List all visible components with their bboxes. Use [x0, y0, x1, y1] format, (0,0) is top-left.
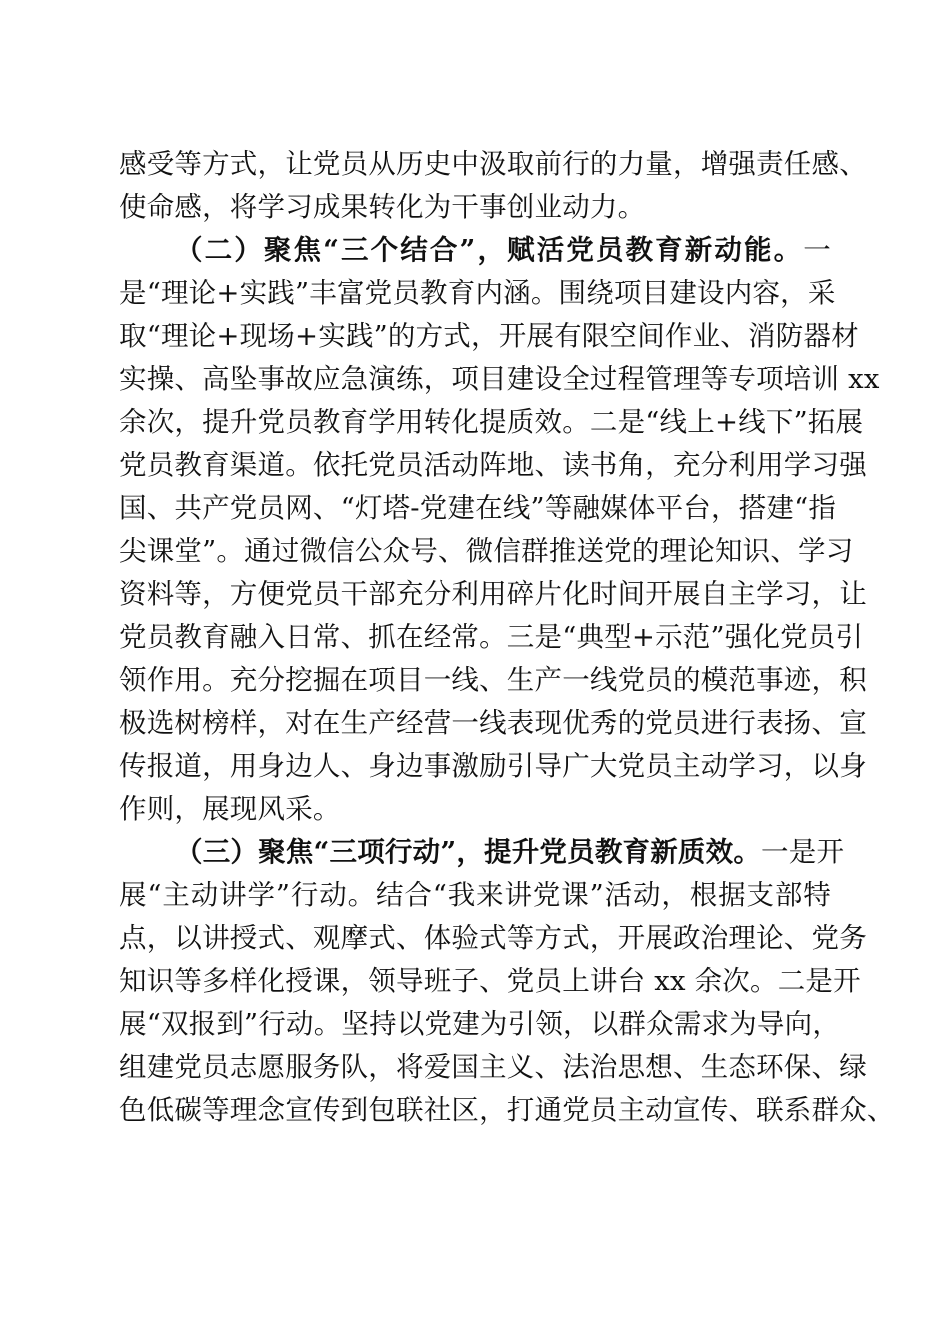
paragraph-line: 党员教育融入日常、抓在经常。三是“典型+示范”强化党员引 — [119, 621, 864, 653]
section-3-first-line-rest: 一是开 — [761, 836, 845, 868]
paragraph-line: 知识等多样化授课，领导班子、党员上讲台 xx 余次。二是开 — [119, 965, 861, 997]
paragraph-line: 展“双报到”行动。坚持以党建为引领，以群众需求为导向， — [119, 1008, 841, 1040]
paragraph-line: 余次，提升党员教育学用转化提质效。二是“线上+线下”拓展 — [119, 406, 864, 438]
paragraph-line: 色低碳等理念宣传到包联社区，打通党员主动宣传、联系群众、 — [119, 1094, 895, 1126]
section-2-first-line-rest: 一 — [803, 234, 831, 266]
paragraph-line: 感受等方式，让党员从历史中汲取前行的力量，增强责任感、 — [119, 148, 867, 180]
paragraph-line: 资料等，方便党员干部充分利用碎片化时间开展自主学习，让 — [119, 578, 867, 610]
paragraph-line: 党员教育渠道。依托党员活动阵地、读书角，充分利用学习强 — [119, 449, 867, 481]
paragraph-line: 国、共产党员网、“灯塔-党建在线”等融媒体平台，搭建“指 — [119, 492, 837, 524]
paragraph-line: 展“主动讲学”行动。结合“我来讲党课”活动，根据支部特 — [119, 879, 831, 911]
paragraph-line: 使命感，将学习成果转化为干事创业动力。 — [119, 191, 646, 223]
paragraph-line: 取“理论+现场+实践”的方式，开展有限空间作业、消防器材 — [119, 320, 859, 352]
section-2-heading: （二）聚焦“三个结合”，赋活党员教育新动能。 — [175, 234, 804, 266]
paragraph-line: 传报道，用身边人、身边事激励引导广大党员主动学习，以身 — [119, 750, 867, 782]
paragraph-line: 实操、高坠事故应急演练，项目建设全过程管理等专项培训 xx — [119, 363, 880, 395]
paragraph-line: 领作用。充分挖掘在项目一线、生产一线党员的模范事迹，积 — [119, 664, 867, 696]
paragraph-line: 组建党员志愿服务队，将爱国主义、法治思想、生态环保、绿 — [119, 1051, 867, 1083]
paragraph-line: 尖课堂”。通过微信公众号、微信群推送党的理论知识、学习 — [119, 535, 854, 567]
section-2-first-line — [175, 230, 831, 270]
paragraph-line: 作则，展现风采。 — [119, 793, 341, 825]
paragraph-line: 是“理论+实践”丰富党员教育内涵。围绕项目建设内容，采 — [119, 277, 836, 309]
section-3-heading: （三）聚焦“三项行动”，提升党员教育新质效。 — [175, 836, 762, 868]
paragraph-line: 极选树榜样，对在生产经营一线表现优秀的党员进行表扬、宣 — [119, 707, 867, 739]
section-3-first-line — [175, 832, 845, 872]
paragraph-line: 点，以讲授式、观摩式、体验式等方式，开展政治理论、党务 — [119, 922, 867, 954]
